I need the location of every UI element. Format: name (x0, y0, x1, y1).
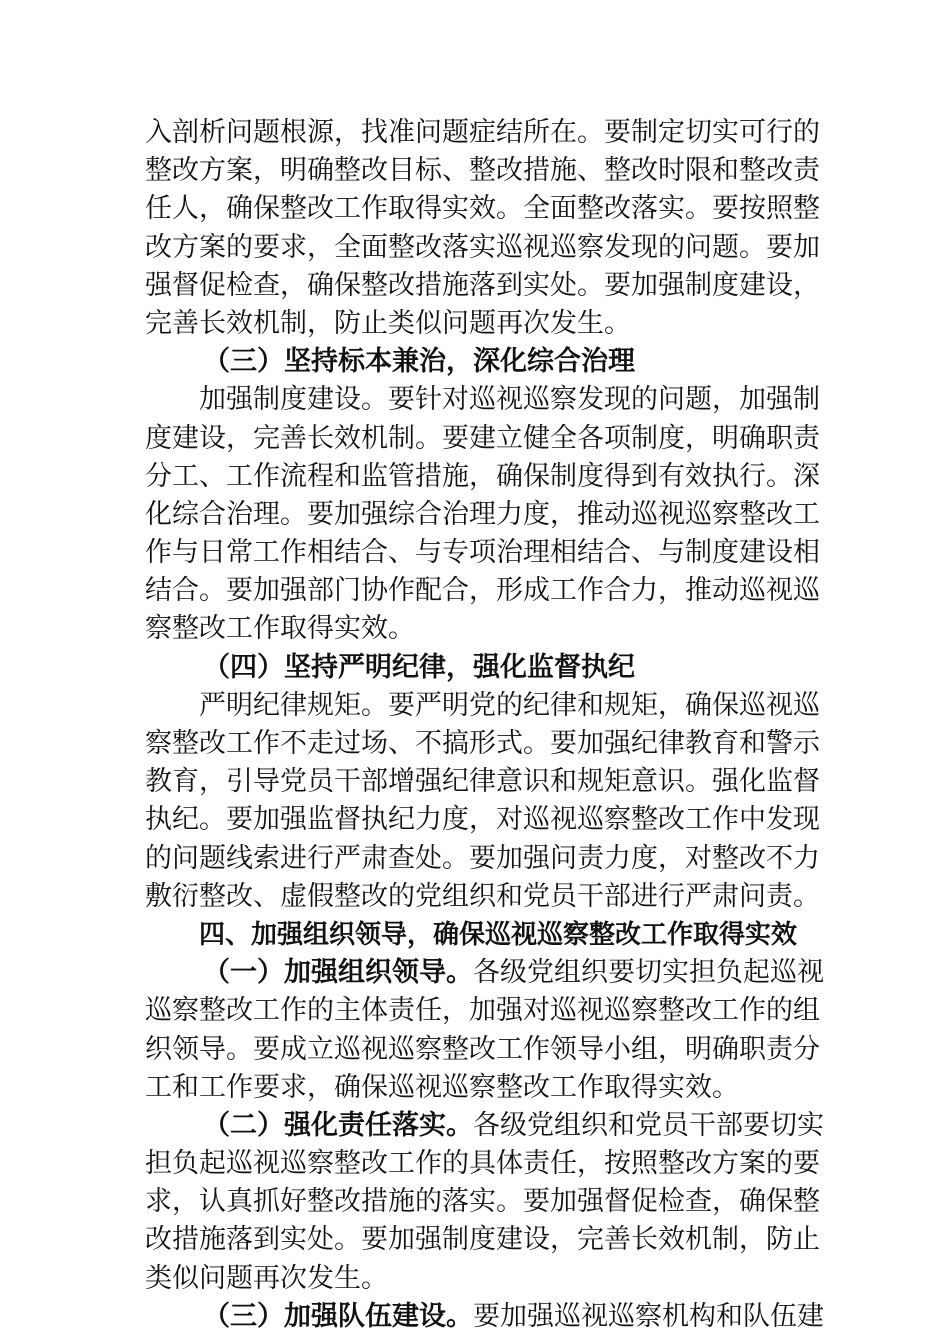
body-line: 完善长效机制，防止类似问题再次发生。 (145, 307, 631, 339)
section-subheading: （四）坚持严明纪律，强化监督执纪 (203, 651, 635, 683)
body-line: 工和工作要求，确保巡视巡察整改工作取得实效。 (145, 1071, 739, 1103)
body-line: 入剖析问题根源，找准问题症结所在。要制定切实可行的 (145, 117, 820, 148)
body-line: 分工、工作流程和监管措施，确保制度得到有效执行。深 (145, 460, 820, 492)
body-line: 结合。要加强部门协作配合，形成工作合力，推动巡视巡 (145, 575, 820, 607)
section-subheading: （三）坚持标本兼治，深化综合治理 (203, 346, 635, 378)
body-line: 察整改工作取得实效。 (145, 613, 415, 645)
body-line: 巡察整改工作的主体责任，加强对巡视巡察整改工作的组 (145, 995, 820, 1027)
body-line: 担负起巡视巡察整改工作的具体责任，按照整改方案的要 (145, 1148, 820, 1180)
paragraph-lead: （一）加强组织领导。 (203, 957, 473, 989)
body-line: 敷衍整改、虚假整改的党组织和党员干部进行严肃问责。 (145, 880, 820, 912)
paragraph-text: 各级党组织要切实担负起巡视 (473, 957, 824, 989)
body-line: 察整改工作不走过场、不搞形式。要加强纪律教育和警示 (145, 728, 820, 759)
body-line: 化综合治理。要加强综合治理力度，推动巡视巡察整改工 (145, 498, 820, 530)
body-line: 的问题线索进行严肃查处。要加强问责力度，对整改不力 (145, 842, 820, 874)
body-line: 强督促检查，确保整改措施落到实处。要加强制度建设， (145, 269, 820, 301)
body-line: 教育，引导党员干部增强纪律意识和规矩意识。强化监督 (145, 766, 820, 798)
body-line: 严明纪律规矩。要严明党的纪律和规矩，确保巡视巡 (199, 689, 820, 721)
paragraph-lead: （三）加强队伍建设。 (203, 1300, 473, 1332)
document-page (145, 114, 824, 1336)
body-line: 任人，确保整改工作取得实效。全面整改落实。要按照整 (145, 193, 820, 225)
body-line: 改措施落到实处。要加强制度建设，完善长效机制，防止 (145, 1224, 820, 1256)
paragraph-text: 各级党组织和党员干部要切实 (473, 1109, 824, 1141)
body-line (145, 1107, 824, 1145)
body-line: 执纪。要加强监督执纪力度，对巡视巡察整改工作中发现 (145, 804, 820, 836)
body-line (145, 954, 824, 992)
body-line: 加强制度建设。要针对巡视巡察发现的问题，加强制 (199, 384, 820, 416)
body-line: 求，认真抓好整改措施的落实。要加强督促检查，确保整 (145, 1186, 820, 1218)
paragraph-text: 要加强巡视巡察机构和队伍建 (473, 1300, 824, 1332)
body-line (145, 1298, 824, 1336)
body-line: 整改方案，明确整改目标、整改措施、整改时限和整改责 (145, 155, 820, 187)
body-line: 作与日常工作相结合、与专项治理相结合、与制度建设相 (145, 537, 820, 569)
body-line: 织领导。要成立巡视巡察整改工作领导小组，明确职责分 (145, 1033, 820, 1065)
body-line: 改方案的要求，全面整改落实巡视巡察发现的问题。要加 (145, 231, 820, 263)
body-line: 类似问题再次发生。 (145, 1262, 388, 1294)
paragraph-lead: （二）强化责任落实。 (203, 1109, 473, 1141)
body-line: 度建设，完善长效机制。要建立健全各项制度，明确职责 (145, 422, 820, 454)
section-heading: 四、加强组织领导，确保巡视巡察整改工作取得实效 (199, 919, 798, 950)
